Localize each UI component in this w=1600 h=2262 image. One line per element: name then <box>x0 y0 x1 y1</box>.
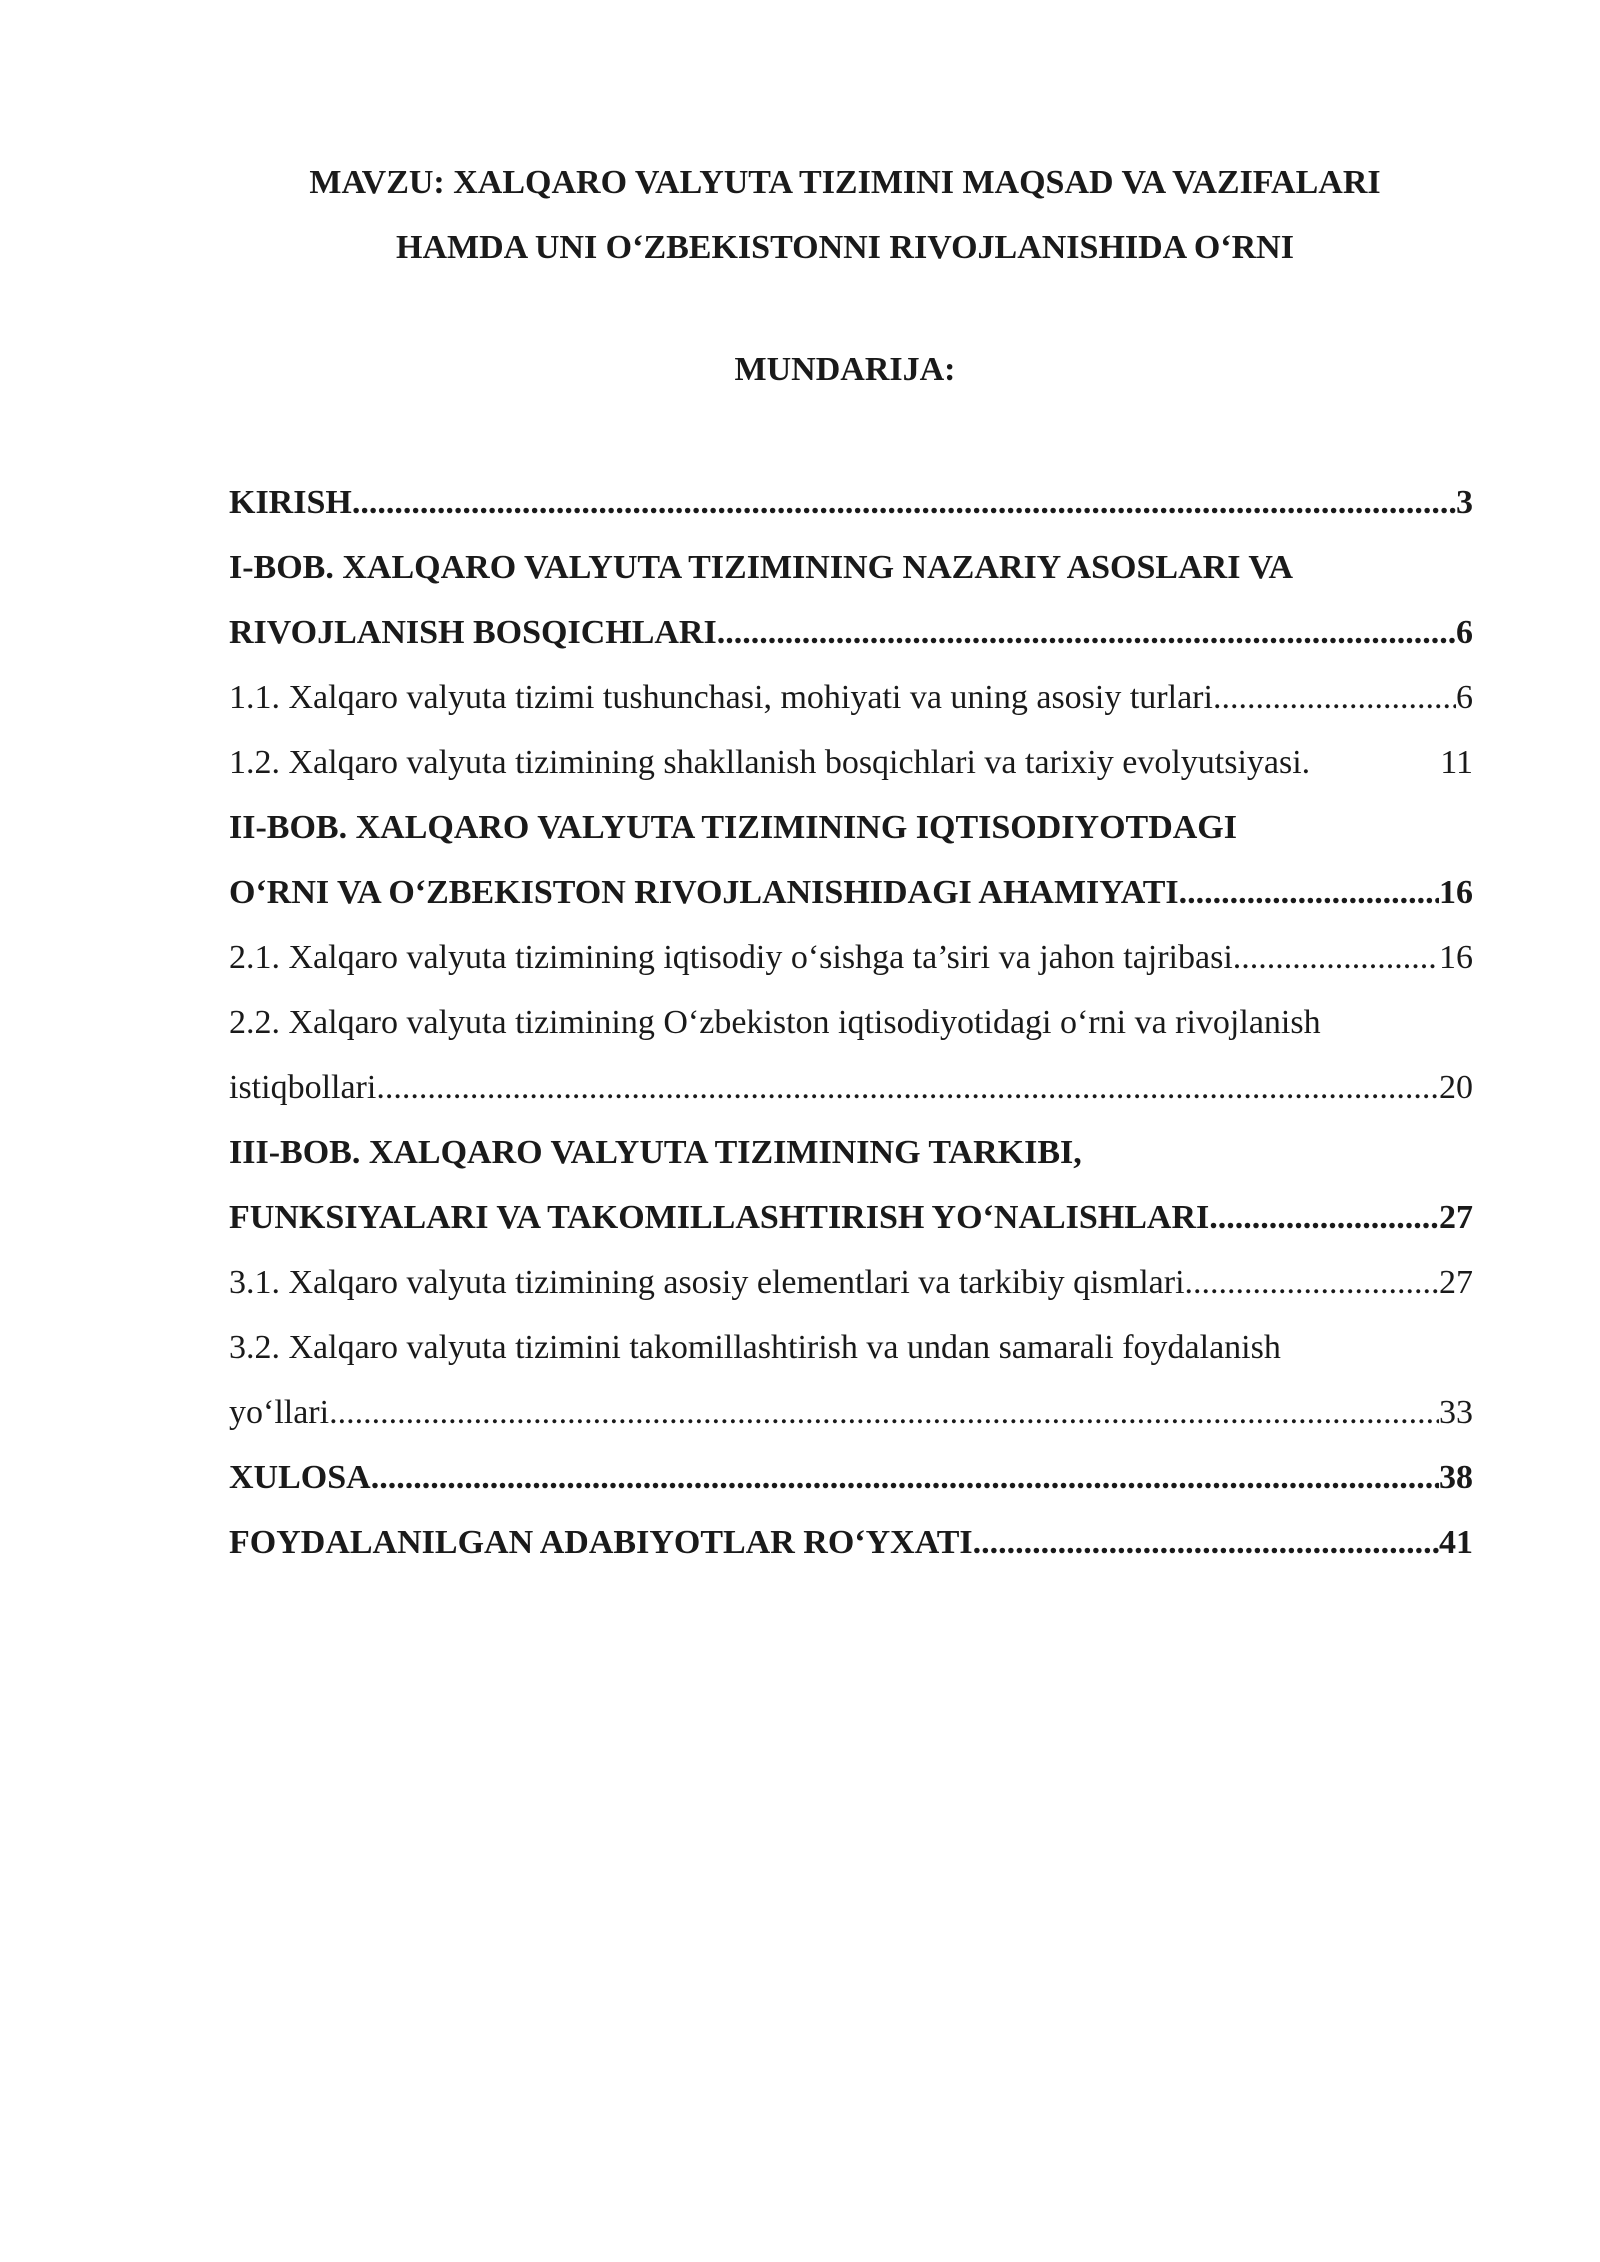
document-title <box>0 150 1600 280</box>
toc-page-number: 41 <box>1439 1524 1473 1561</box>
toc-page-number: 6 <box>1456 679 1473 716</box>
toc-dot-leader <box>376 1055 1439 1120</box>
toc-entry <box>229 860 1473 925</box>
title-line-2: HAMDA UNI O‘ZBEKISTONNI RIVOJLANISHIDA O‘RNI <box>396 229 1294 266</box>
title-line-1: MAVZU: XALQARO VALYUTA TIZIMINI MAQSAD VA VAZIFALARI <box>309 164 1381 201</box>
toc-dot-leader <box>329 1380 1439 1445</box>
toc-entry <box>229 600 1473 665</box>
toc-dot-leader <box>1209 1185 1439 1250</box>
toc-page-number: 38 <box>1439 1459 1473 1496</box>
toc-entry-label: FOYDALANILGAN ADABIYOTLAR RO‘YXATI <box>229 1524 973 1561</box>
toc-entry <box>229 1250 1473 1315</box>
toc-page-number: 11 <box>1440 744 1473 781</box>
toc-entry <box>229 1120 1473 1185</box>
toc-dot-leader <box>352 470 1456 535</box>
toc-entry <box>229 1185 1473 1250</box>
toc-page-number: 20 <box>1439 1069 1473 1106</box>
toc-entry <box>229 1445 1473 1510</box>
toc-entry-label: istiqbollari <box>229 1069 377 1106</box>
toc-entry-label: 1.1. Xalqaro valyuta tizimi tushunchasi, mohiyati va uning asosiy turlari <box>229 679 1213 716</box>
toc-entry-label: KIRISH <box>229 484 352 521</box>
toc-heading: MUNDARIJA: <box>734 351 956 388</box>
toc-entry-label: 3.1. Xalqaro valyuta tizimining asosiy elementlari va tarkibiy qismlari <box>229 1264 1185 1301</box>
toc-entry-label: FUNKSIYALARI VA TAKOMILLASHTIRISH YO‘NALISHLARI <box>229 1199 1210 1236</box>
toc-entry <box>229 535 1473 600</box>
toc-entry-label: 2.2. Xalqaro valyuta tizimining O‘zbekiston iqtisodiyotidagi o‘rni va rivojlanish <box>229 1004 1321 1041</box>
toc-page-number: 16 <box>1439 874 1473 911</box>
toc-entry <box>229 990 1473 1055</box>
toc-page-number: 16 <box>1439 939 1473 976</box>
toc-page-number: 3 <box>1456 484 1473 521</box>
toc-entry <box>229 730 1473 795</box>
toc-entry-label: O‘RNI VA O‘ZBEKISTON RIVOJLANISHIDAGI AHAMIYATI <box>229 874 1179 911</box>
toc-entry-label: RIVOJLANISH BOSQICHLARI <box>229 614 717 651</box>
toc-entry <box>229 795 1473 860</box>
toc-dot-leader <box>1179 860 1439 925</box>
toc-entry <box>229 1510 1473 1575</box>
toc-page-number: 6 <box>1456 614 1473 651</box>
toc-entry <box>229 1055 1473 1120</box>
toc-entry-label: II-BOB. XALQARO VALYUTA TIZIMINING IQTISODIYOTDAGI <box>229 809 1237 846</box>
toc-entry-label: 3.2. Xalqaro valyuta tizimini takomillashtirish va undan samarali foydalanish <box>229 1329 1281 1366</box>
table-of-contents <box>229 470 1473 1575</box>
toc-entry <box>229 925 1473 990</box>
toc-entry-label: III-BOB. XALQARO VALYUTA TIZIMINING TARKIBI, <box>229 1134 1082 1171</box>
toc-page-number: 27 <box>1439 1199 1473 1236</box>
toc-dot-leader <box>371 1445 1439 1510</box>
toc-dot-leader <box>1185 1250 1439 1315</box>
toc-page-number: 27 <box>1439 1264 1473 1301</box>
toc-dot-leader <box>973 1510 1439 1575</box>
toc-entry-label: 1.2. Xalqaro valyuta tizimining shakllanish bosqichlari va tarixiy evolyutsiyasi. <box>229 744 1311 781</box>
toc-entry <box>229 665 1473 730</box>
toc-entry <box>229 1380 1473 1445</box>
toc-dot-leader <box>717 600 1456 665</box>
toc-dot-leader <box>1213 665 1456 730</box>
toc-dot-leader <box>1233 925 1439 990</box>
toc-entry-label: XULOSA <box>229 1459 371 1496</box>
toc-entry-label: 2.1. Xalqaro valyuta tizimining iqtisodiy o‘sishga ta’siri va jahon tajribasi <box>229 939 1233 976</box>
toc-entry-label: I-BOB. XALQARO VALYUTA TIZIMINING NAZARIY ASOSLARI VA <box>229 549 1294 586</box>
toc-entry <box>229 1315 1473 1380</box>
toc-entry-label: yo‘llari <box>229 1394 330 1431</box>
toc-page-number: 33 <box>1439 1394 1473 1431</box>
toc-entry <box>229 470 1473 535</box>
